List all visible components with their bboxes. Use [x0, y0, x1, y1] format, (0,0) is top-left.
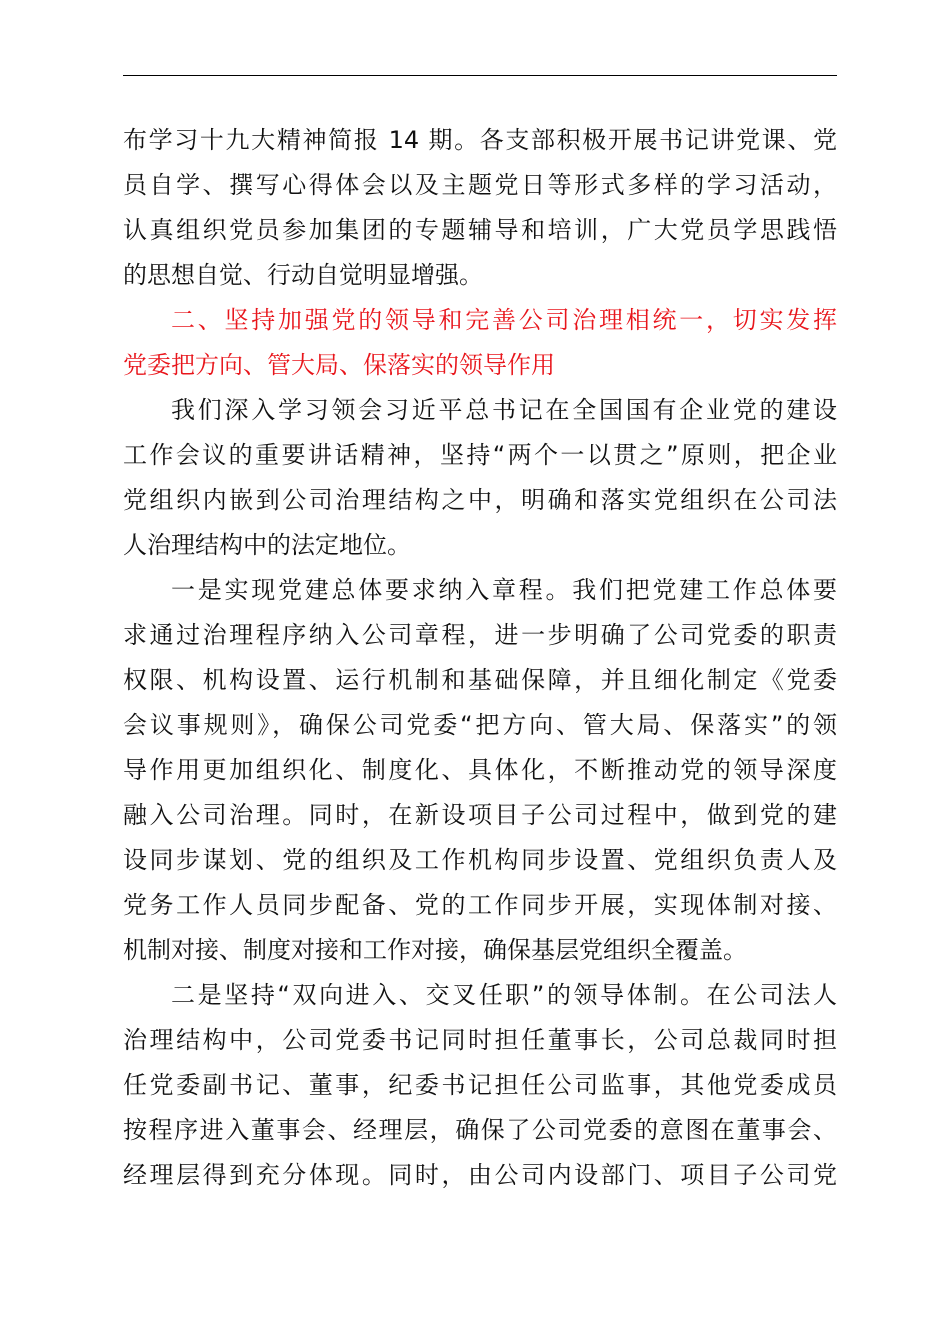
text-line: 权限、机构设置、运行机制和基础保障，并且细化制定《党委 [123, 666, 837, 694]
text-line: 工作会议的重要讲话精神，坚持“两个一以贯之”原则，把企业 [123, 441, 837, 469]
text-line: 我们深入学习领会习近平总书记在全国国有企业党的建设 [171, 396, 837, 424]
paragraph-point-two [123, 973, 837, 1198]
document-body [123, 118, 837, 1198]
text-line: 党务工作人员同步配备、党的工作同步开展，实现体制对接、 [123, 891, 837, 919]
text-line: 机制对接、制度对接和工作对接，确保基层党组织全覆盖。 [123, 936, 747, 964]
text-line: 一是实现党建总体要求纳入章程。我们把党建工作总体要 [171, 576, 837, 604]
text-line: 认真组织党员参加集团的专题辅导和培训，广大党员学思践悟 [123, 216, 837, 244]
text-line: 治理结构中，公司党委书记同时担任董事长，公司总裁同时担 [123, 1026, 837, 1054]
text-line: 党组织内嵌到公司治理结构之中，明确和落实党组织在公司法 [123, 486, 837, 514]
heading-line: 党委把方向、管大局、保落实的领导作用 [123, 351, 555, 379]
text-line: 经理层得到充分体现。同时，由公司内设部门、项目子公司党 [123, 1161, 837, 1189]
heading-line: 二、坚持加强党的领导和完善公司治理相统一，切实发挥 [171, 306, 837, 334]
text-line: 会议事规则》，确保公司党委“把方向、管大局、保落实”的领 [123, 711, 837, 739]
text-line: 二是坚持“双向进入、交叉任职”的领导体制。在公司法人 [171, 981, 837, 1009]
text-line: 任党委副书记、董事，纪委书记担任公司监事，其他党委成员 [123, 1071, 837, 1099]
paragraph-point-one [123, 568, 837, 973]
text-line: 的思想自觉、行动自觉明显增强。 [123, 261, 483, 289]
text-line: 融入公司治理。同时，在新设项目子公司过程中，做到党的建 [123, 801, 837, 829]
paragraph-intro [123, 388, 837, 568]
text-line: 求通过治理程序纳入公司章程，进一步明确了公司党委的职责 [123, 621, 837, 649]
text-line: 导作用更加组织化、制度化、具体化，不断推动党的领导深度 [123, 756, 837, 784]
text-line: 按程序进入董事会、经理层，确保了公司党委的意图在董事会、 [123, 1116, 837, 1144]
text-line: 布学习十九大精神简报 14 期。各支部积极开展书记讲党课、党 [123, 126, 837, 154]
header-rule [123, 75, 837, 76]
text-line: 员自学、撰写心得体会以及主题党日等形式多样的学习活动， [123, 171, 837, 199]
section-heading-two [123, 298, 837, 388]
paragraph-study-briefing [123, 118, 837, 298]
text-line: 设同步谋划、党的组织及工作机构同步设置、党组织负责人及 [123, 846, 837, 874]
text-line: 人治理结构中的法定地位。 [123, 531, 411, 559]
